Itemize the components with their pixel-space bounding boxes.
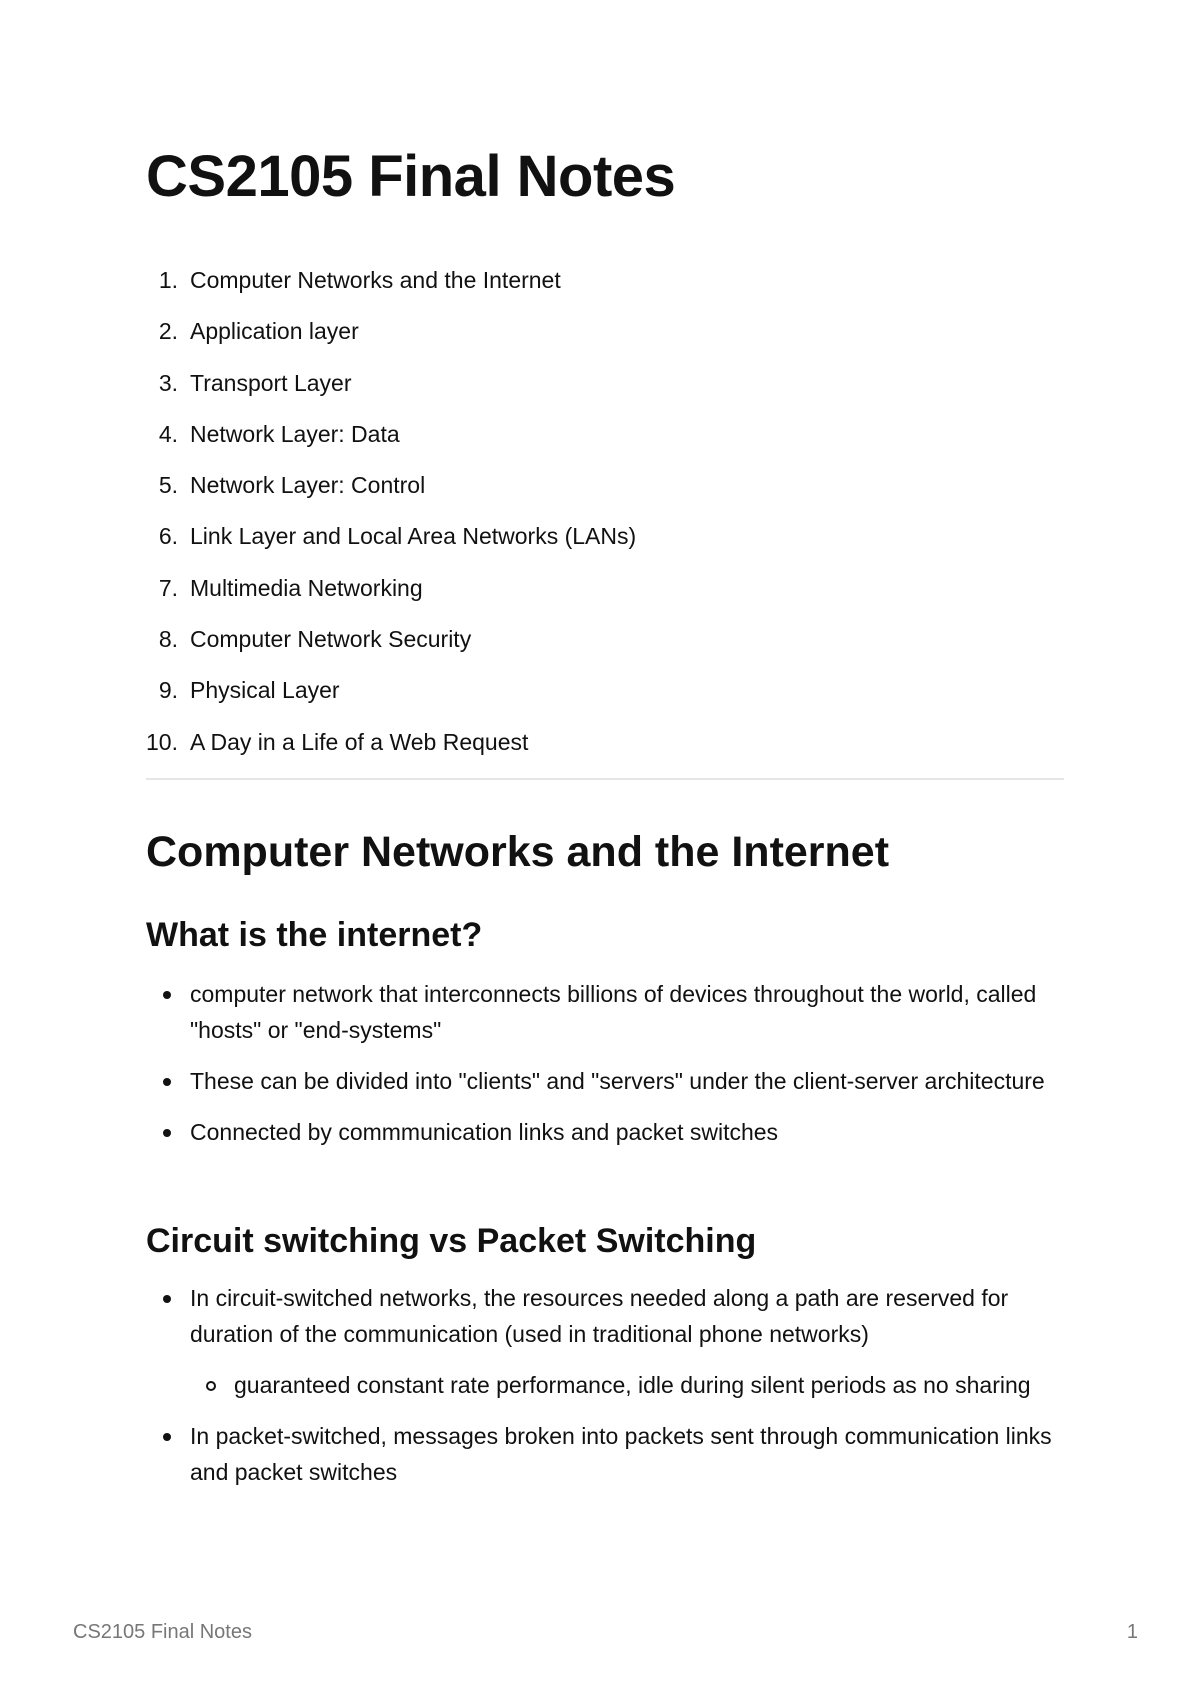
toc-item[interactable] xyxy=(146,369,1064,420)
bullet-icon xyxy=(163,1078,171,1086)
toc-number: 6. xyxy=(158,523,178,550)
toc-label: Application layer xyxy=(190,318,359,345)
subsection-heading-switching: Circuit switching vs Packet Switching xyxy=(146,1222,757,1260)
toc-label: Physical Layer xyxy=(190,677,340,704)
toc-item[interactable] xyxy=(146,574,1064,625)
toc-item[interactable] xyxy=(146,266,1064,317)
toc-label: Multimedia Networking xyxy=(190,574,423,601)
toc-number: 5. xyxy=(158,472,178,499)
table-of-contents xyxy=(146,266,1064,779)
toc-label: A Day in a Life of a Web Request xyxy=(190,728,529,755)
toc-label: Transport Layer xyxy=(190,369,352,396)
toc-label: Network Layer: Data xyxy=(190,420,400,447)
list-item-text: Connected by commmunication links and packet switches xyxy=(190,1119,779,1145)
toc-number: 3. xyxy=(158,369,178,396)
list-item-text: These can be divided into "clients" and "servers" under the client-server architecture xyxy=(190,1068,1045,1094)
sub-list-item-text: guaranteed constant rate performance, idle during silent periods as no sharing xyxy=(234,1372,1031,1398)
list-item xyxy=(146,1280,1064,1403)
toc-number: 7. xyxy=(158,574,178,601)
sub-list-item xyxy=(190,1367,1034,1403)
bullet-icon xyxy=(163,1295,171,1303)
footer-title: CS2105 Final Notes xyxy=(73,1621,252,1643)
toc-item[interactable] xyxy=(146,471,1064,522)
hollow-bullet-icon xyxy=(206,1381,216,1391)
document-title: CS2105 Final Notes xyxy=(146,144,676,209)
toc-number: 1. xyxy=(158,267,178,293)
section-divider xyxy=(146,778,1064,780)
toc-item[interactable] xyxy=(146,317,1064,368)
footer-page-number: 1 xyxy=(1126,1621,1138,1643)
list-item xyxy=(146,976,1064,1048)
list-item-text: In circuit-switched networks, the resources needed along a path are reserved for duration of the communication (used in traditional phone networks) xyxy=(190,1285,1009,1347)
toc-item[interactable] xyxy=(146,625,1064,676)
bullet-list-internet xyxy=(146,976,1064,1165)
toc-label: Computer Networks and the Internet xyxy=(190,267,561,293)
toc-item[interactable] xyxy=(146,676,1064,727)
toc-label: Network Layer: Control xyxy=(190,472,426,499)
list-item-text: computer network that interconnects billions of devices throughout the world, called "hosts" or "end-systems" xyxy=(190,981,1037,1043)
bullet-icon xyxy=(163,991,171,999)
toc-number: 8. xyxy=(158,626,178,653)
toc-item[interactable] xyxy=(146,728,1064,779)
toc-item[interactable] xyxy=(146,420,1064,471)
list-item xyxy=(146,1114,1064,1150)
list-item xyxy=(146,1063,1064,1099)
toc-number: 4. xyxy=(158,420,178,447)
bullet-list-switching xyxy=(146,1280,1064,1505)
subsection-heading-internet: What is the internet? xyxy=(146,916,483,954)
toc-label: Link Layer and Local Area Networks (LANs) xyxy=(190,523,637,550)
toc-item[interactable] xyxy=(146,522,1064,573)
toc-number: 10. xyxy=(146,728,178,755)
toc-label: Computer Network Security xyxy=(190,626,472,653)
list-item-text: In packet-switched, messages broken into packets sent through communication links and packet switches xyxy=(190,1423,1052,1485)
sub-bullet-list xyxy=(190,1367,1064,1403)
toc-number: 2. xyxy=(158,318,178,345)
bullet-icon xyxy=(163,1129,171,1137)
section-heading: Computer Networks and the Internet xyxy=(146,828,890,876)
bullet-icon xyxy=(163,1433,171,1441)
toc-number: 9. xyxy=(158,677,178,704)
list-item xyxy=(146,1418,1064,1490)
